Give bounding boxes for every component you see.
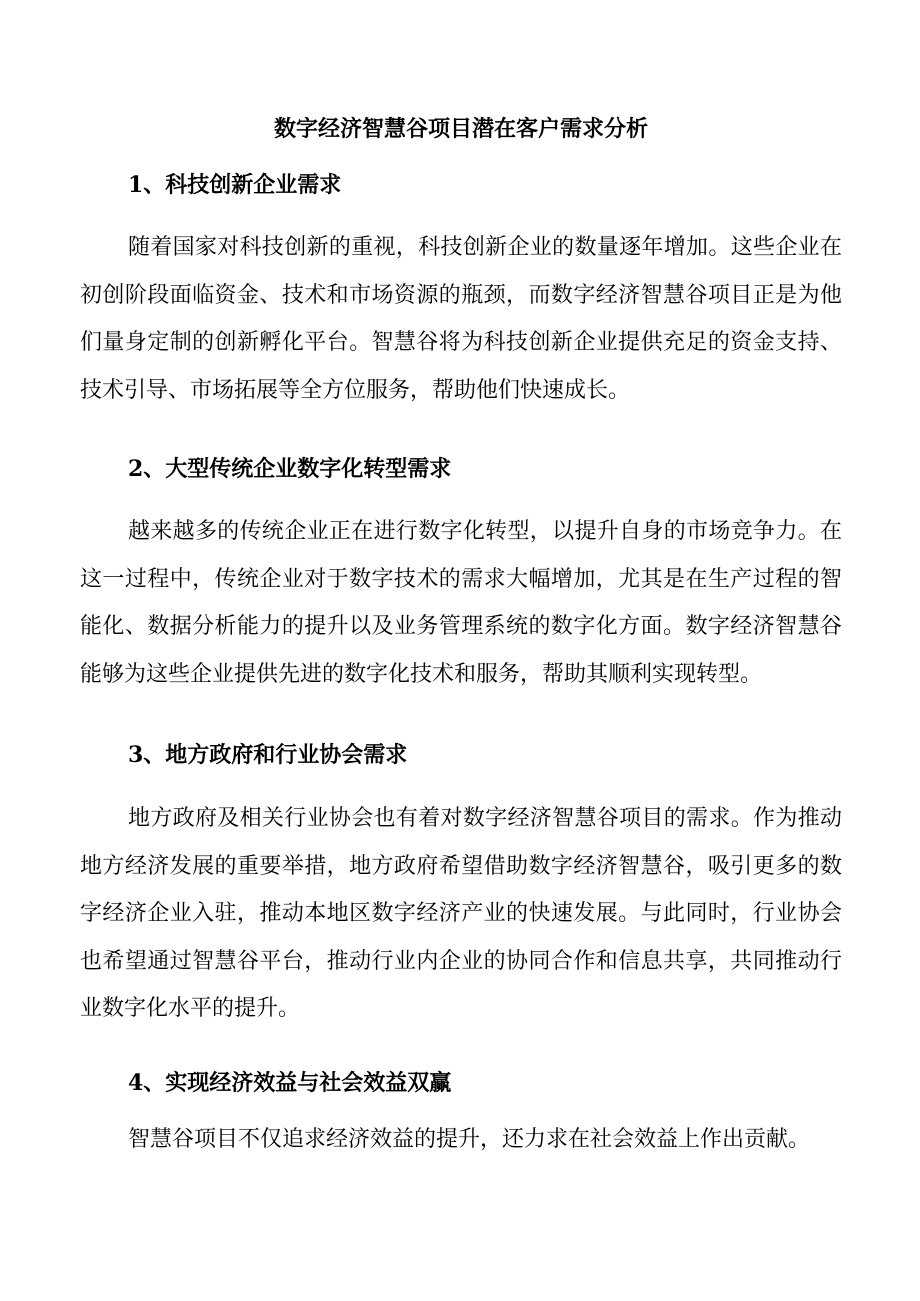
section-heading-3: 3、地方政府和行业协会需求 [128,742,408,768]
section-paragraph-2: 越来越多的传统企业正在进行数字化转型，以提升自身的市场竞争力。在这一过程中，传统企业对于数字技术的需求大幅增加，尤其是在生产过程的智能化、数据分析能力的提升以及业务管理系统的数字化方面。数字经济智慧谷能够为这些企业提供先进的数字化技术和服务，帮助其顺利实现转型。 [80,519,842,687]
section-heading-2: 2、大型传统企业数字化转型需求 [128,456,452,482]
document-title: 数字经济智慧谷项目潜在客户需求分析 [273,117,648,142]
section-paragraph-1: 随着国家对科技创新的重视，科技创新企业的数量逐年增加。这些企业在初创阶段面临资金、技术和市场资源的瓶颈，而数字经济智慧谷项目正是为他们量身定制的创新孵化平台。智慧谷将为科技创新企业提供充足的资金支持、技术引导、市场拓展等全方位服务，帮助他们快速成长。 [80,235,842,403]
section-heading-4: 4、实现经济效益与社会效益双赢 [128,1070,452,1096]
section-paragraph-3: 地方政府及相关行业协会也有着对数字经济智慧谷项目的需求。作为推动地方经济发展的重要举措，地方政府希望借助数字经济智慧谷，吸引更多的数字经济企业入驻，推动本地区数字经济产业的快速发展。与此同时，行业协会也希望通过智慧谷平台，推动行业内企业的协同合作和信息共享，共同推动行业数字化水平的提升。 [80,806,842,1021]
section-heading-1: 1、科技创新企业需求 [128,172,342,198]
section-paragraph-4: 智慧谷项目不仅追求经济效益的提升，还力求在社会效益上作出贡献。 [128,1127,811,1152]
